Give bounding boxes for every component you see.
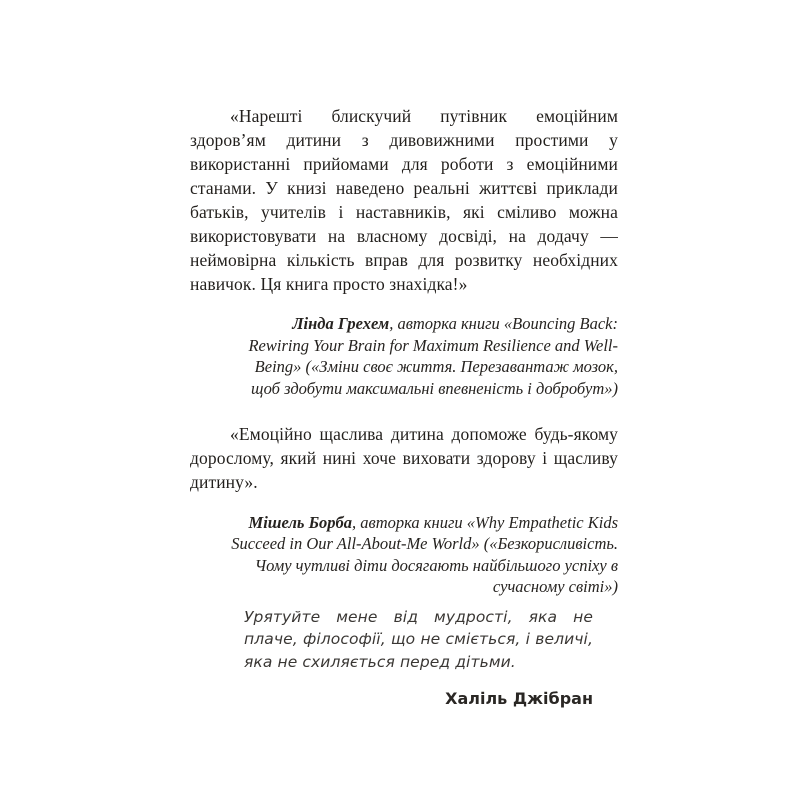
quote-1-text: «Нарешті блискучий путівник емоційним здоровʼям дитини з дивовижними простими у використанні прийомами для роботи з емоційними станами. У книзі наведено реальні життєві приклади батьків, учителів і наставників, які сміливо можна використовувати на власному досвіді, на додачу — неймовірна кількість вправ для розвитку необхідних навичок. Ця книга просто знахідка!» [190,105,618,294]
quote-2-attribution [190,512,618,598]
quote-1-author-credit: , авторка книги «Bouncing Back: Rewiring Your Brain for Maximum Resilience and Well-Being» («Зміни своє життя. Перезавантаж мозок, щоб здобути максимальні впевненість і добробут») [248,314,618,398]
quote-2-author-credit: , авторка книги «Why Empathetic Kids Succeed in Our All-About-Me World» («Безкорисливість. Чому чутливі діти досягають найбільшого успіху в сучасному світі») [231,512,618,596]
epigraph-author: Халіль Джібран [445,688,593,708]
epigraph-text: Урятуйте мене від мудрості, яка не плаче, філософії, що не сміється, і величі, яка не схиляється перед дітьми. [244,607,593,671]
quote-1-author-name: Лінда Грехем [292,314,390,333]
epigraph-section [244,590,593,724]
quote-2-author-name: Мішель Борба [248,512,353,532]
quote-1-attribution [190,313,618,399]
quote-2-text: «Емоційно щаслива дитина допоможе будь-якому дорослому, який нині хоче виховати здорову і щасливу дитину». [190,424,618,492]
praise-section [190,86,618,614]
